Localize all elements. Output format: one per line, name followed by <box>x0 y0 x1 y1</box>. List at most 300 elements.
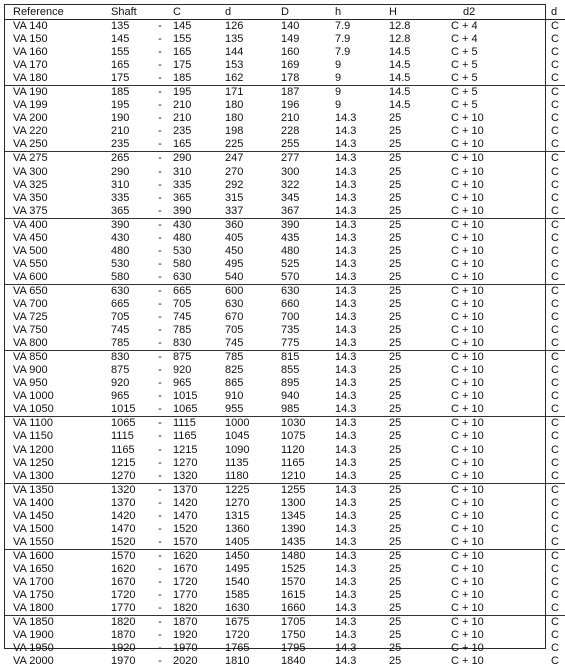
cell-shaft-max: 1165 <box>173 430 225 443</box>
table-row <box>5 497 565 510</box>
cell-h: 14.3 <box>335 563 389 576</box>
cell-H: 25 <box>389 258 445 271</box>
cell-reference: VA 1250 <box>5 457 111 470</box>
cell-shaft-min: 210 <box>111 125 147 138</box>
table-row <box>5 138 565 152</box>
cell-H: 25 <box>389 642 445 655</box>
cell-shaft-max: 1015 <box>173 390 225 403</box>
cell-H: 25 <box>389 271 445 285</box>
cell-extra: C <box>533 523 565 536</box>
cell-H: 25 <box>389 470 445 484</box>
table-row <box>5 642 565 655</box>
cell-range-dash: - <box>147 536 173 550</box>
cell-shaft-max: 210 <box>173 99 225 112</box>
cell-H: 25 <box>389 589 445 602</box>
cell-range-dash: - <box>147 563 173 576</box>
cell-range-dash: - <box>147 192 173 205</box>
cell-d: 910 <box>225 390 281 403</box>
cell-range-dash: - <box>147 337 173 351</box>
cell-d2: C + 10 <box>445 470 533 484</box>
cell-d2: C + 10 <box>445 430 533 443</box>
cell-D: 1705 <box>281 616 335 630</box>
cell-h: 14.3 <box>335 403 389 417</box>
cell-reference: VA 700 <box>5 298 111 311</box>
cell-D: 1750 <box>281 629 335 642</box>
cell-h: 14.3 <box>335 232 389 245</box>
cell-range-dash: - <box>147 86 173 100</box>
cell-H: 25 <box>389 629 445 642</box>
table-row <box>5 655 565 668</box>
cell-reference: VA 1150 <box>5 430 111 443</box>
cell-d2: C + 10 <box>445 324 533 337</box>
cell-shaft-min: 155 <box>111 46 147 59</box>
cell-d2: C + 10 <box>445 232 533 245</box>
cell-extra: C <box>533 616 565 630</box>
cell-D: 630 <box>281 284 335 298</box>
header-d: d <box>225 5 281 20</box>
table-row <box>5 152 565 166</box>
cell-h: 14.3 <box>335 284 389 298</box>
cell-extra: C <box>533 125 565 138</box>
cell-extra: C <box>533 232 565 245</box>
cell-d: 337 <box>225 205 281 219</box>
cell-extra: C <box>533 33 565 46</box>
cell-reference: VA 1200 <box>5 444 111 457</box>
cell-H: 25 <box>389 311 445 324</box>
cell-D: 480 <box>281 245 335 258</box>
cell-H: 25 <box>389 602 445 616</box>
cell-d: 1360 <box>225 523 281 536</box>
cell-d: 1720 <box>225 629 281 642</box>
cell-extra: C <box>533 457 565 470</box>
cell-shaft-min: 190 <box>111 112 147 125</box>
cell-shaft-min: 920 <box>111 377 147 390</box>
cell-D: 895 <box>281 377 335 390</box>
cell-D: 210 <box>281 112 335 125</box>
cell-D: 345 <box>281 192 335 205</box>
cell-shaft-max: 1620 <box>173 549 225 563</box>
cell-shaft-max: 530 <box>173 245 225 258</box>
cell-D: 255 <box>281 138 335 152</box>
cell-d: 1540 <box>225 576 281 589</box>
cell-range-dash: - <box>147 497 173 510</box>
cell-d2: C + 10 <box>445 337 533 351</box>
cell-d2: C + 10 <box>445 497 533 510</box>
cell-reference: VA 600 <box>5 271 111 285</box>
cell-reference: VA 550 <box>5 258 111 271</box>
table-row <box>5 86 565 100</box>
cell-reference: VA 1400 <box>5 497 111 510</box>
cell-h: 14.3 <box>335 179 389 192</box>
cell-extra: C <box>533 258 565 271</box>
cell-d2: C + 10 <box>445 152 533 166</box>
cell-range-dash: - <box>147 430 173 443</box>
cell-range-dash: - <box>147 271 173 285</box>
cell-extra: C <box>533 549 565 563</box>
table-row <box>5 271 565 285</box>
cell-range-dash: - <box>147 258 173 271</box>
cell-extra: C <box>533 311 565 324</box>
cell-range-dash: - <box>147 179 173 192</box>
cell-d: 600 <box>225 284 281 298</box>
cell-shaft-min: 1720 <box>111 589 147 602</box>
cell-shaft-max: 1920 <box>173 629 225 642</box>
cell-D: 855 <box>281 364 335 377</box>
cell-extra: C <box>533 138 565 152</box>
cell-d2: C + 5 <box>445 99 533 112</box>
cell-shaft-min: 1270 <box>111 470 147 484</box>
cell-reference: VA 400 <box>5 218 111 232</box>
cell-shaft-min: 235 <box>111 138 147 152</box>
table-row <box>5 629 565 642</box>
cell-h: 14.3 <box>335 616 389 630</box>
cell-H: 14.5 <box>389 99 445 112</box>
cell-shaft-max: 1270 <box>173 457 225 470</box>
cell-d: 1810 <box>225 655 281 668</box>
cell-reference: VA 375 <box>5 205 111 219</box>
cell-d: 171 <box>225 86 281 100</box>
table-body <box>5 20 565 668</box>
cell-d2: C + 10 <box>445 218 533 232</box>
cell-shaft-max: 1670 <box>173 563 225 576</box>
cell-D: 1660 <box>281 602 335 616</box>
table-row <box>5 298 565 311</box>
cell-d2: C + 5 <box>445 59 533 72</box>
table-row <box>5 179 565 192</box>
cell-D: 700 <box>281 311 335 324</box>
cell-D: 1210 <box>281 470 335 484</box>
cell-shaft-min: 480 <box>111 245 147 258</box>
cell-extra: C <box>533 536 565 550</box>
table-row <box>5 390 565 403</box>
cell-shaft-min: 1970 <box>111 655 147 668</box>
cell-range-dash: - <box>147 549 173 563</box>
cell-D: 1300 <box>281 497 335 510</box>
cell-range-dash: - <box>147 20 173 34</box>
cell-reference: VA 199 <box>5 99 111 112</box>
cell-d2: C + 10 <box>445 589 533 602</box>
cell-extra: C <box>533 417 565 431</box>
cell-reference: VA 1100 <box>5 417 111 431</box>
cell-d: 144 <box>225 46 281 59</box>
cell-H: 25 <box>389 377 445 390</box>
cell-H: 25 <box>389 284 445 298</box>
header-d2: d2 <box>445 5 533 20</box>
cell-shaft-min: 1870 <box>111 629 147 642</box>
cell-shaft-max: 290 <box>173 152 225 166</box>
cell-d2: C + 10 <box>445 655 533 668</box>
cell-d2: C + 10 <box>445 311 533 324</box>
header-reference: Reference <box>5 5 111 20</box>
table-row <box>5 616 565 630</box>
cell-H: 25 <box>389 192 445 205</box>
table-row <box>5 470 565 484</box>
cell-H: 14.5 <box>389 59 445 72</box>
cell-reference: VA 220 <box>5 125 111 138</box>
cell-h: 14.3 <box>335 523 389 536</box>
cell-shaft-max: 310 <box>173 166 225 179</box>
cell-shaft-max: 145 <box>173 20 225 34</box>
table-row <box>5 337 565 351</box>
cell-reference: VA 1350 <box>5 483 111 497</box>
cell-range-dash: - <box>147 417 173 431</box>
table-row <box>5 205 565 219</box>
cell-d2: C + 10 <box>445 523 533 536</box>
cell-extra: C <box>533 192 565 205</box>
cell-H: 25 <box>389 125 445 138</box>
cell-h: 14.3 <box>335 655 389 668</box>
cell-d: 540 <box>225 271 281 285</box>
cell-d: 360 <box>225 218 281 232</box>
cell-range-dash: - <box>147 245 173 258</box>
cell-H: 25 <box>389 549 445 563</box>
table-row <box>5 576 565 589</box>
cell-D: 940 <box>281 390 335 403</box>
header-h: h <box>335 5 389 20</box>
table-row <box>5 192 565 205</box>
cell-extra: C <box>533 403 565 417</box>
cell-reference: VA 160 <box>5 46 111 59</box>
cell-range-dash: - <box>147 616 173 630</box>
cell-D: 140 <box>281 20 335 34</box>
table-row <box>5 46 565 59</box>
cell-shaft-max: 1870 <box>173 616 225 630</box>
cell-h: 14.3 <box>335 629 389 642</box>
cell-shaft-min: 1670 <box>111 576 147 589</box>
cell-extra: C <box>533 497 565 510</box>
cell-extra: C <box>533 430 565 443</box>
cell-d: 1225 <box>225 483 281 497</box>
cell-D: 1345 <box>281 510 335 523</box>
cell-D: 1480 <box>281 549 335 563</box>
header-shaft: Shaft <box>111 5 173 20</box>
cell-range-dash: - <box>147 351 173 365</box>
cell-d2: C + 10 <box>445 457 533 470</box>
cell-H: 25 <box>389 430 445 443</box>
table-row <box>5 72 565 86</box>
cell-d: 1045 <box>225 430 281 443</box>
table-row <box>5 232 565 245</box>
header-D: D <box>281 5 335 20</box>
cell-reference: VA 190 <box>5 86 111 100</box>
cell-d2: C + 10 <box>445 298 533 311</box>
cell-shaft-min: 310 <box>111 179 147 192</box>
cell-D: 775 <box>281 337 335 351</box>
cell-D: 1435 <box>281 536 335 550</box>
cell-d: 1000 <box>225 417 281 431</box>
cell-extra: C <box>533 59 565 72</box>
cell-extra: C <box>533 324 565 337</box>
cell-d: 1135 <box>225 457 281 470</box>
cell-d: 315 <box>225 192 281 205</box>
cell-extra: C <box>533 576 565 589</box>
cell-d2: C + 10 <box>445 390 533 403</box>
cell-h: 14.3 <box>335 152 389 166</box>
cell-extra: C <box>533 205 565 219</box>
cell-shaft-min: 1570 <box>111 549 147 563</box>
cell-D: 1030 <box>281 417 335 431</box>
cell-d: 135 <box>225 33 281 46</box>
cell-shaft-min: 875 <box>111 364 147 377</box>
cell-d2: C + 10 <box>445 417 533 431</box>
header-row <box>5 5 565 20</box>
cell-extra: C <box>533 271 565 285</box>
cell-h: 14.3 <box>335 602 389 616</box>
cell-shaft-max: 1065 <box>173 403 225 417</box>
cell-range-dash: - <box>147 59 173 72</box>
cell-extra: C <box>533 245 565 258</box>
cell-shaft-max: 1770 <box>173 589 225 602</box>
cell-h: 7.9 <box>335 46 389 59</box>
cell-shaft-max: 1470 <box>173 510 225 523</box>
cell-reference: VA 1000 <box>5 390 111 403</box>
cell-D: 1120 <box>281 444 335 457</box>
cell-extra: C <box>533 218 565 232</box>
cell-reference: VA 1050 <box>5 403 111 417</box>
cell-h: 14.3 <box>335 457 389 470</box>
cell-H: 25 <box>389 497 445 510</box>
cell-shaft-max: 1370 <box>173 483 225 497</box>
cell-extra: C <box>533 46 565 59</box>
cell-d: 955 <box>225 403 281 417</box>
cell-h: 14.3 <box>335 311 389 324</box>
cell-reference: VA 725 <box>5 311 111 324</box>
cell-d2: C + 5 <box>445 86 533 100</box>
cell-shaft-min: 265 <box>111 152 147 166</box>
cell-extra: C <box>533 351 565 365</box>
cell-H: 25 <box>389 232 445 245</box>
cell-reference: VA 500 <box>5 245 111 258</box>
cell-shaft-max: 1570 <box>173 536 225 550</box>
cell-shaft-min: 965 <box>111 390 147 403</box>
cell-d2: C + 10 <box>445 125 533 138</box>
cell-H: 25 <box>389 616 445 630</box>
cell-extra: C <box>533 510 565 523</box>
table-row <box>5 483 565 497</box>
table-row <box>5 351 565 365</box>
cell-D: 178 <box>281 72 335 86</box>
cell-h: 14.3 <box>335 417 389 431</box>
cell-d2: C + 10 <box>445 138 533 152</box>
cell-d2: C + 10 <box>445 403 533 417</box>
cell-h: 14.3 <box>335 112 389 125</box>
cell-h: 14.3 <box>335 324 389 337</box>
cell-h: 9 <box>335 99 389 112</box>
cell-h: 14.3 <box>335 205 389 219</box>
cell-h: 9 <box>335 72 389 86</box>
table-row <box>5 536 565 550</box>
cell-d: 705 <box>225 324 281 337</box>
cell-d2: C + 10 <box>445 563 533 576</box>
cell-d: 247 <box>225 152 281 166</box>
cell-shaft-max: 1320 <box>173 470 225 484</box>
cell-shaft-min: 1470 <box>111 523 147 536</box>
cell-d: 865 <box>225 377 281 390</box>
cell-range-dash: - <box>147 444 173 457</box>
cell-shaft-min: 430 <box>111 232 147 245</box>
cell-d: 1315 <box>225 510 281 523</box>
cell-d: 1630 <box>225 602 281 616</box>
cell-extra: C <box>533 364 565 377</box>
cell-shaft-min: 705 <box>111 311 147 324</box>
cell-shaft-max: 1215 <box>173 444 225 457</box>
cell-reference: VA 950 <box>5 377 111 390</box>
cell-shaft-min: 630 <box>111 284 147 298</box>
cell-range-dash: - <box>147 523 173 536</box>
table-row <box>5 510 565 523</box>
cell-d2: C + 10 <box>445 616 533 630</box>
cell-d2: C + 10 <box>445 258 533 271</box>
cell-H: 25 <box>389 112 445 125</box>
table-row <box>5 125 565 138</box>
cell-H: 25 <box>389 364 445 377</box>
cell-H: 25 <box>389 403 445 417</box>
cell-shaft-max: 195 <box>173 86 225 100</box>
cell-reference: VA 140 <box>5 20 111 34</box>
cell-range-dash: - <box>147 457 173 470</box>
cell-reference: VA 325 <box>5 179 111 192</box>
cell-shaft-min: 1320 <box>111 483 147 497</box>
dimension-table <box>5 5 565 668</box>
cell-range-dash: - <box>147 112 173 125</box>
cell-D: 367 <box>281 205 335 219</box>
cell-h: 14.3 <box>335 390 389 403</box>
cell-d2: C + 10 <box>445 284 533 298</box>
table-row <box>5 218 565 232</box>
cell-D: 1525 <box>281 563 335 576</box>
cell-D: 196 <box>281 99 335 112</box>
cell-D: 1255 <box>281 483 335 497</box>
cell-h: 7.9 <box>335 20 389 34</box>
cell-range-dash: - <box>147 232 173 245</box>
table-row <box>5 417 565 431</box>
cell-extra: C <box>533 179 565 192</box>
table-row <box>5 33 565 46</box>
cell-d2: C + 10 <box>445 377 533 390</box>
cell-h: 14.3 <box>335 218 389 232</box>
cell-range-dash: - <box>147 99 173 112</box>
cell-H: 14.5 <box>389 72 445 86</box>
cell-d: 745 <box>225 337 281 351</box>
cell-extra: C <box>533 589 565 602</box>
cell-shaft-min: 1165 <box>111 444 147 457</box>
cell-shaft-max: 175 <box>173 59 225 72</box>
cell-h: 14.3 <box>335 166 389 179</box>
cell-H: 12.8 <box>389 20 445 34</box>
cell-shaft-max: 830 <box>173 337 225 351</box>
cell-H: 25 <box>389 337 445 351</box>
cell-d: 126 <box>225 20 281 34</box>
cell-extra: C <box>533 602 565 616</box>
cell-reference: VA 450 <box>5 232 111 245</box>
cell-H: 25 <box>389 417 445 431</box>
cell-h: 14.3 <box>335 642 389 655</box>
cell-reference: VA 250 <box>5 138 111 152</box>
cell-shaft-max: 630 <box>173 271 225 285</box>
cell-range-dash: - <box>147 483 173 497</box>
cell-reference: VA 850 <box>5 351 111 365</box>
cell-h: 14.3 <box>335 576 389 589</box>
table-row <box>5 377 565 390</box>
cell-extra: C <box>533 655 565 668</box>
table-row <box>5 589 565 602</box>
cell-shaft-max: 965 <box>173 377 225 390</box>
cell-reference: VA 170 <box>5 59 111 72</box>
cell-shaft-max: 210 <box>173 112 225 125</box>
cell-D: 525 <box>281 258 335 271</box>
cell-d2: C + 10 <box>445 444 533 457</box>
cell-shaft-min: 1820 <box>111 616 147 630</box>
